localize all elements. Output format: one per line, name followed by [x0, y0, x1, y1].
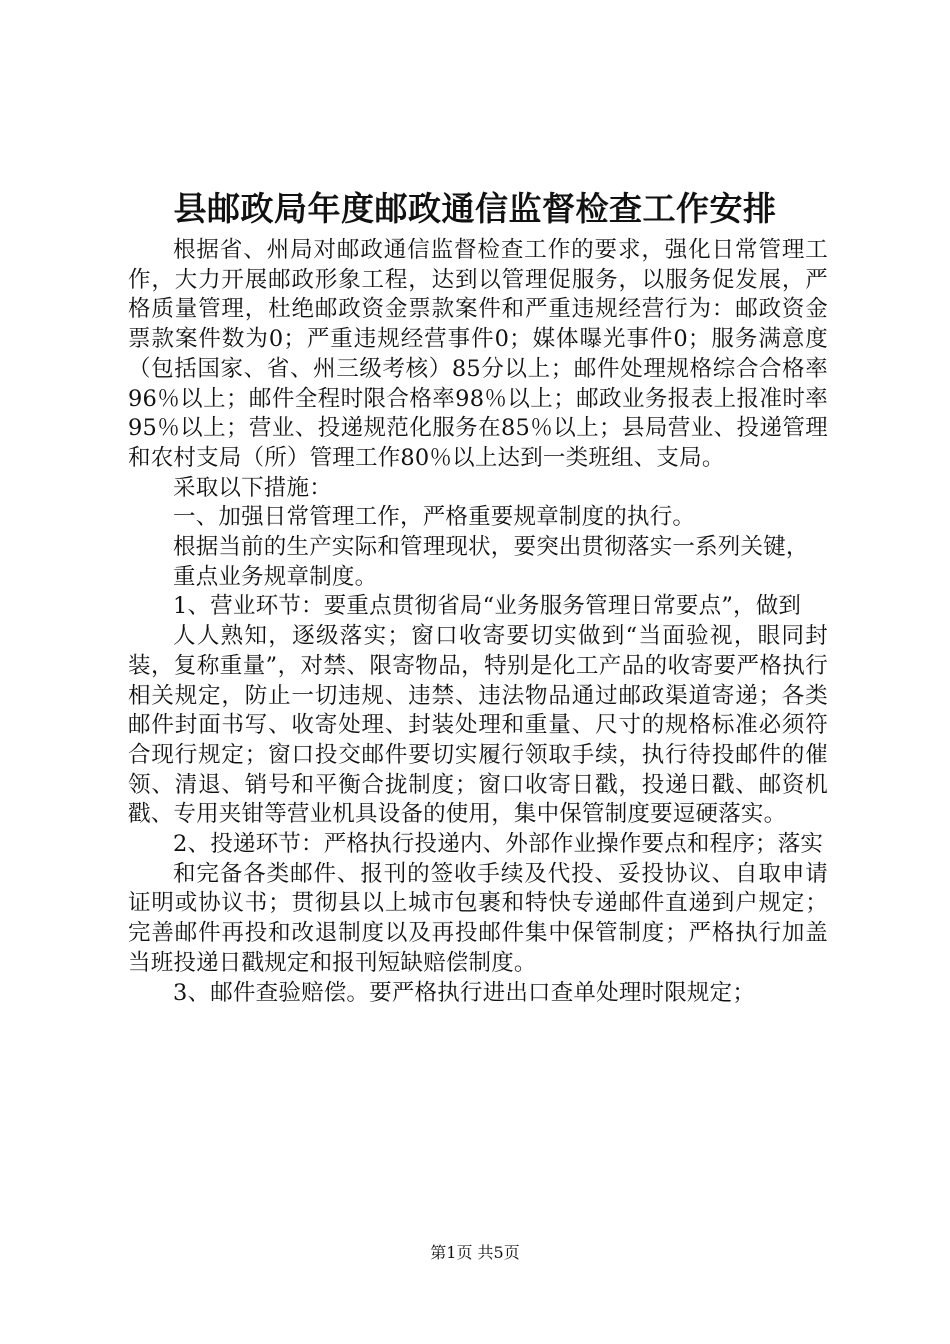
paragraph-measures-lead: 采取以下措施：	[173, 474, 332, 501]
paragraph-section-one-cont: 重点业务规章制度。	[173, 563, 378, 590]
paragraph-item-1-body: 人人熟知，逐级落实；窗口收寄要切实做到“当面验视，眼同封装，复称重量”，对禁、限寄物品，特别是化工产品的收寄要严格执行相关规定，防止一切违规、违禁、违法物品通过邮政渠道寄递；各类邮件封面书写、收寄处理、封装处理和重量、尺寸的规格标准必须符合现行规定；窗口投交邮件要切实履行领取手续，执行待投邮件的催领、清退、销号和平衡合拢制度；窗口收寄日戳，投递日戳、邮资机戳、专用夹钳等营业机具设备的使用，集中保管制度要逗硬落实。	[128, 623, 828, 828]
paragraph-section-one-body: 根据当前的生产实际和管理现状，要突出贯彻落实一系列关键，	[173, 534, 809, 561]
paragraph-item-1: 1、营业环节：要重点贯彻省局“业务服务管理日常要点”，做到	[173, 593, 802, 620]
paragraph-section-one: 一、加强日常管理工作，严格重要规章制度的执行。	[173, 504, 696, 531]
paragraph-item-3: 3、邮件查验赔偿。要严格执行进出口查单处理时限规定；	[173, 979, 756, 1006]
paragraph-item-2: 2、投递环节：严格执行投递内、外部作业操作要点和程序；落实	[173, 831, 824, 858]
document-title: 县邮政局年度邮政通信监督检查工作安排	[173, 189, 777, 228]
paragraph-item-2-body: 和完备各类邮件、报刊的签收手续及代投、妥投协议、自取申请证明或协议书；贯彻县以上城市包裹和特快专递邮件直递到户规定；完善邮件再投和改退制度以及再投邮件集中保管制度；严格执行加盖当班投递日戳规定和报刊短缺赔偿制度。	[128, 860, 828, 976]
page-number-footer: 第1页 共5页	[430, 1243, 520, 1262]
paragraph-intro: 根据省、州局对邮政通信监督检查工作的要求，强化日常管理工作，大力开展邮政形象工程，达到以管理促服务，以服务促发展，严格质量管理，杜绝邮政资金票款案件和严重违规经营行为：邮政资金票款案件数为0；严重违规经营事件0；媒体曝光事件0；服务满意度（包括国家、省、州三级考核）85分以上；邮件处理规格综合合格率96％以上；邮件全程时限合格率98％以上；邮政业务报表上报准时率95％以上；营业、投递规范化服务在85％以上；县局营业、投递管理和农村支局（所）管理工作80％以上达到一类班组、支局。	[128, 237, 828, 471]
document-body	[128, 236, 828, 1008]
